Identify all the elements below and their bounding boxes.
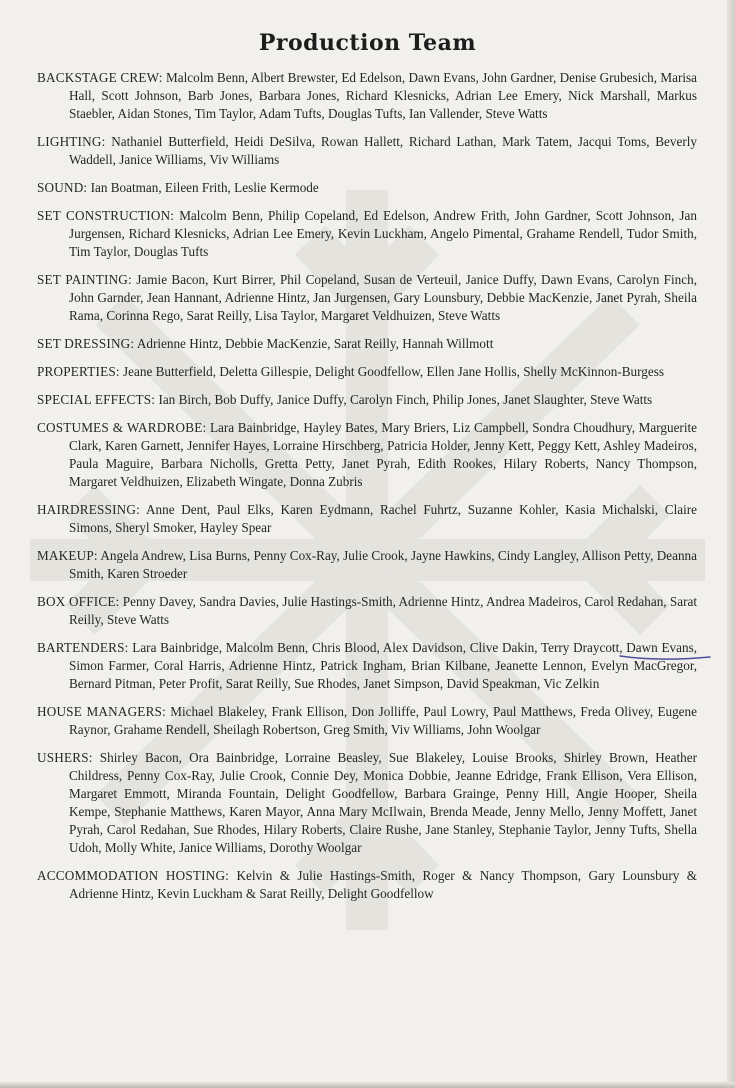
section-heading: COSTUMES & WARDROBE: [37, 420, 207, 435]
credit-section-backstage-crew [37, 69, 697, 123]
section-names: Lara Bainbridge, Hayley Bates, Mary Briers, Liz Campbell, Sondra Choudhury, Marguerite Clark, Karen Garnett, Jennifer Hayes, Lorraine Hirschberg, Patricia Holder, Jenny Kett, Peggy Kett, Ashley Madeiros, Paula Maguire, Barbara Nicholls, Gretta Petty, Janet Pyrah, Edith Rookes, Hilary Roberts, Nancy Thompson, Margaret Veldhuizen, Elizabeth Wingate, Donna Zubris [69, 420, 697, 489]
section-names: Lara Bainbridge, Malcolm Benn, Chris Blood, Alex Davidson, Clive Dakin, Terry Draycott, Dawn Evans, Simon Farmer, Coral Harris, Adrienne Hintz, Patrick Ingham, Brian Kilbane, Jeanette Lennon, Evelyn MacGregor, Bernard Pitman, Peter Profit, Sarat Reilly, Sue Rhodes, Janet Simpson, David Speakman, Vic Zelkin [69, 640, 698, 691]
credit-section-special-effects [37, 391, 697, 409]
credit-section-bartenders [37, 639, 697, 693]
page-edge-shadow [727, 0, 735, 1088]
section-heading: SOUND: [37, 180, 88, 195]
section-names: Shirley Bacon, Ora Bainbridge, Lorraine Beasley, Sue Blakeley, Louise Brooks, Shirley Brown, Heather Childress, Penny Cox-Ray, Julie Crook, Connie Dey, Monica Dobbie, Jeanne Edridge, Frank Ellison, Vera Ellison, Margaret Emmott, Miranda Fountain, Delight Goodfellow, Barbara Grainge, Penny Hill, Angie Hooper, Sheila Kempe, Stephanie Matthews, Karen Mayor, Anna Mary McIlwain, Brenda Meade, Jenny Mello, Jenny Moffett, Janet Pyrah, Carol Redahan, Sue Rhodes, Hilary Roberts, Claire Rushe, Jane Stanley, Stephanie Taylor, Jenny Tufts, Shella Udoh, Molly White, Janice Williams, Dorothy Woolgar [69, 750, 697, 855]
section-heading: SET CONSTRUCTION: [37, 208, 175, 223]
section-heading: SET DRESSING: [37, 336, 135, 351]
credits-list [37, 69, 697, 913]
page-title: Production Team [258, 30, 477, 56]
section-names: Nathaniel Butterfield, Heidi DeSilva, Rowan Hallett, Richard Lathan, Mark Tatem, Jacqui Toms, Beverly Waddell, Janice Williams, Viv Williams [69, 134, 698, 167]
credit-section-costumes-wardrobe [37, 419, 697, 491]
section-heading: BACKSTAGE CREW: [37, 70, 163, 85]
credit-section-house-managers [37, 703, 697, 739]
section-heading: PROPERTIES: [37, 364, 120, 379]
credit-section-properties [37, 363, 697, 381]
section-heading: MAKEUP: [37, 548, 98, 563]
section-heading: SPECIAL EFFECTS: [37, 392, 156, 407]
section-heading: USHERS: [37, 750, 93, 765]
section-names: Penny Davey, Sandra Davies, Julie Hastings-Smith, Adrienne Hintz, Andrea Madeiros, Carol Redahan, Sarat Reilly, Steve Watts [69, 594, 697, 627]
credit-section-ushers [37, 749, 697, 857]
credit-section-box-office [37, 593, 697, 629]
section-heading: BARTENDERS: [37, 640, 129, 655]
credit-section-set-construction [37, 207, 697, 261]
section-names: Malcolm Benn, Albert Brewster, Ed Edelson, Dawn Evans, John Gardner, Denise Grubesich, Marisa Hall, Scott Johnson, Barb Jones, Barbara Jones, Richard Klesnicks, Adrian Lee Emery, Nick Marshall, Markus Staebler, Aidan Stones, Tim Taylor, Adam Tufts, Douglas Tufts, Ian Vallender, Steve Watts [69, 70, 698, 121]
credit-section-accommodation-hosting [37, 867, 697, 903]
credit-section-set-painting [37, 271, 697, 325]
section-heading: BOX OFFICE: [37, 594, 120, 609]
section-names: Ian Boatman, Eileen Frith, Leslie Kermode [90, 180, 319, 195]
credit-section-hairdressing [37, 501, 697, 537]
section-names: Jeane Butterfield, Deletta Gillespie, Delight Goodfellow, Ellen Jane Hollis, Shelly McKinnon-Burgess [123, 364, 664, 379]
credit-section-lighting [37, 133, 697, 169]
section-heading: ACCOMMODATION HOSTING: [37, 868, 230, 883]
section-names: Jamie Bacon, Kurt Birrer, Phil Copeland, Susan de Verteuil, Janice Duffy, Dawn Evans, Carolyn Finch, John Garnder, Jean Hannant, Adrienne Hintz, Jan Jurgensen, Gary Lounsbury, Debbie MacKenzie, Janet Pyrah, Sheila Rama, Corinna Rego, Sarat Reilly, Lisa Taylor, Margaret Veldhuizen, Steve Watts [69, 272, 698, 323]
credit-section-sound [37, 179, 697, 197]
section-heading: SET PAINTING: [37, 272, 132, 287]
credit-section-makeup [37, 547, 697, 583]
section-names: Kelvin & Julie Hastings-Smith, Roger & Nancy Thompson, Gary Lounsbury & Adrienne Hintz, Kevin Luckham & Sarat Reilly, Delight Goodfellow [69, 868, 698, 901]
section-names: Malcolm Benn, Philip Copeland, Ed Edelson, Andrew Frith, John Gardner, Scott Johnson, Jan Jurgensen, Richard Klesnicks, Adrian Lee Emery, Kevin Luckham, Angelo Pimental, Grahame Rendell, Tudor Smith, Tim Taylor, Douglas Tufts [69, 208, 697, 259]
section-names: Angela Andrew, Lisa Burns, Penny Cox-Ray, Julie Crook, Jayne Hawkins, Cindy Langley, Allison Petty, Deanna Smith, Karen Stroeder [69, 548, 697, 581]
credit-section-set-dressing [37, 335, 697, 353]
section-names: Anne Dent, Paul Elks, Karen Eydmann, Rachel Fuhrtz, Suzanne Kohler, Kasia Michalski, Claire Simons, Sheryl Smoker, Hayley Spear [69, 502, 697, 535]
pen-underline-icon [618, 651, 712, 663]
section-names: Michael Blakeley, Frank Ellison, Don Jolliffe, Paul Lowry, Paul Matthews, Freda Olivey, Eugene Raynor, Grahame Rendell, Sheilagh Robertson, Greg Smith, Viv Williams, John Woolgar [69, 704, 697, 737]
section-names: Ian Birch, Bob Duffy, Janice Duffy, Carolyn Finch, Philip Jones, Janet Slaughter, Steve Watts [158, 392, 653, 407]
section-heading: LIGHTING: [37, 134, 106, 149]
page-edge-shadow [0, 1082, 735, 1088]
section-names: Adrienne Hintz, Debbie MacKenzie, Sarat Reilly, Hannah Willmott [136, 336, 494, 351]
section-heading: HAIRDRESSING: [37, 502, 140, 517]
section-heading: HOUSE MANAGERS: [37, 704, 166, 719]
